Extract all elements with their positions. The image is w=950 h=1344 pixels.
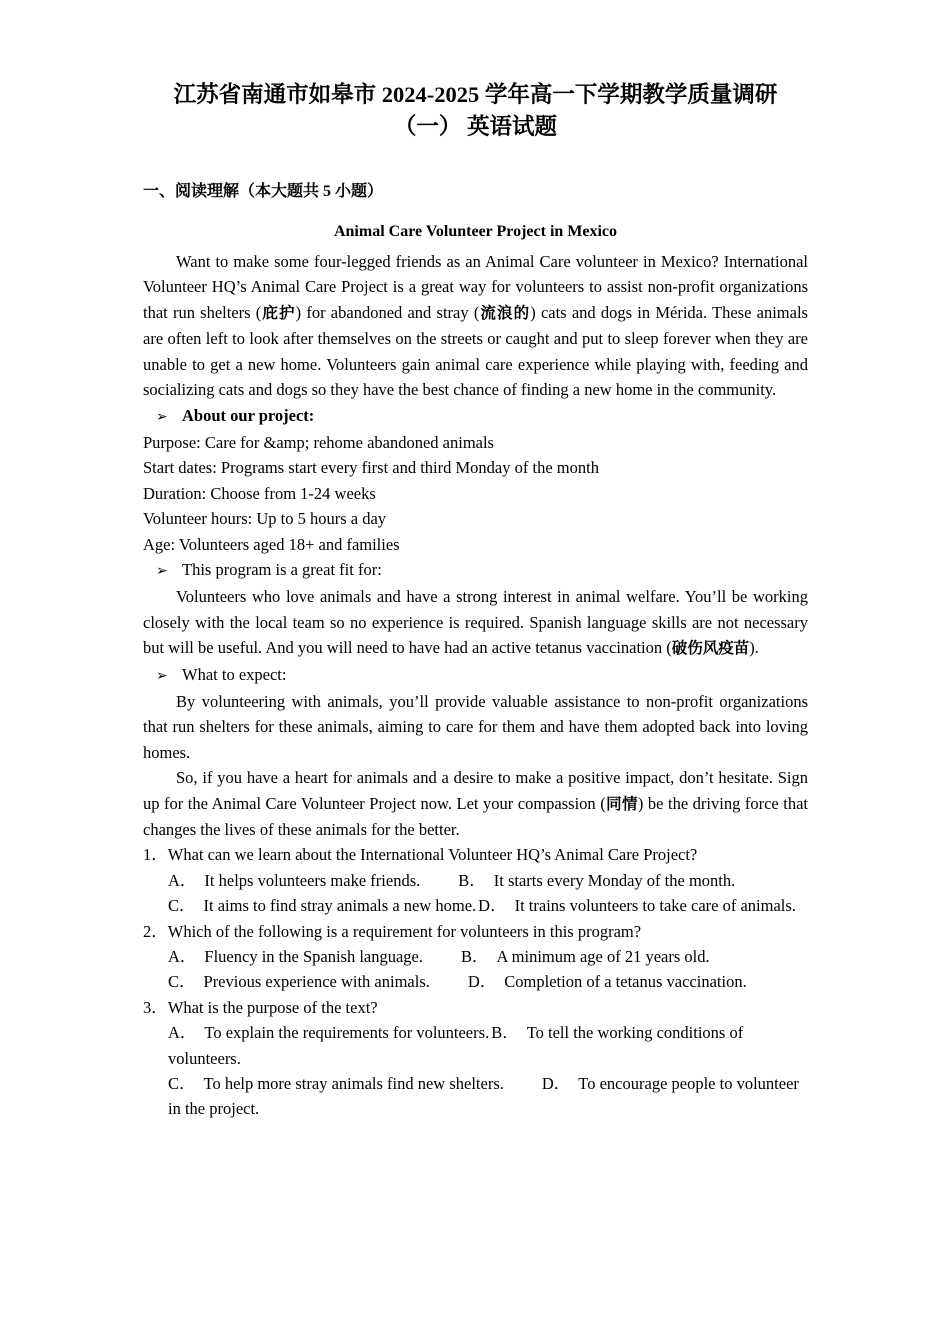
question-text: What is the purpose of the text?: [167, 997, 378, 1017]
question-3: [143, 995, 808, 1122]
question-number: 2．: [143, 921, 168, 941]
passage-paragraph-2: [143, 584, 808, 661]
paragraph-text: ) be the driving force that changes the lives of these animals for the better.: [143, 793, 808, 839]
question-2: [143, 919, 808, 995]
option-key: B．: [461, 947, 489, 967]
option-key: C．: [168, 1074, 196, 1094]
chinese-gloss-compassion: 同情: [605, 794, 638, 813]
bullet-label: About our project:: [182, 405, 315, 425]
question-2-options-row-1: [143, 944, 808, 969]
bullet-label: This program is a great fit for:: [182, 559, 382, 579]
option-text: It helps volunteers make friends.: [204, 870, 421, 890]
question-1-options-row-2: [143, 893, 808, 918]
paragraph-text: Want to make some four-legged friends as an Animal Care volunteer in Mexico? International Volunteer HQ’s Animal Care Project is a great way for volunteers to assist non-profit organizations that run shelters (: [143, 252, 808, 322]
info-volunteer-hours: Volunteer hours: Up to 5 hours a day: [143, 509, 387, 529]
passage-paragraph-3: By volunteering with animals, you’ll provide valuable assistance to non-profit organizations that run shelters for these animals, aiming to care for them and have them adopted back into loving homes.: [143, 691, 808, 762]
question-text: Which of the following is a requirement for volunteers in this program?: [167, 921, 642, 941]
paragraph-text: Volunteers who love animals and have a strong interest in animal welfare. You’ll be working closely with the local team so no experience is required. Spanish language skills are not necessary but will be useful. And you will need to have had an active tetanus vaccination (: [143, 587, 808, 658]
bullet-great-fit-for: [143, 557, 808, 584]
question-stem: [143, 919, 808, 944]
option-text: It starts every Monday of the month.: [493, 870, 736, 890]
option-key: C．: [168, 896, 196, 916]
info-duration: Duration: Choose from 1-24 weeks: [143, 483, 376, 503]
option-2c[interactable]: [168, 972, 430, 991]
question-3-options-row-2: [143, 1071, 808, 1122]
option-key: B．: [491, 1023, 519, 1043]
paragraph-text: ) for abandoned and stray (: [295, 302, 480, 322]
option-text: To tell the working conditions of volunteers.: [168, 1023, 744, 1068]
option-text: Fluency in the Spanish language.: [204, 947, 424, 967]
chinese-gloss-shelters: 庇护: [261, 303, 296, 322]
document-content: [143, 0, 808, 1122]
question-stem: [143, 842, 808, 867]
option-1c[interactable]: [168, 896, 476, 915]
option-2b[interactable]: [461, 947, 710, 966]
chinese-gloss-tetanus: 破伤风疫苗: [671, 639, 750, 658]
option-key: A．: [168, 1023, 197, 1043]
option-text: It aims to find stray animals a new home.: [203, 896, 477, 916]
question-1-options-row-1: [143, 868, 808, 893]
chinese-gloss-stray: 流浪的: [479, 303, 531, 322]
info-start-dates: Start dates: Programs start every first and third Monday of the month: [143, 458, 599, 478]
option-2a[interactable]: [168, 947, 423, 966]
question-2-options-row-2: [143, 969, 808, 994]
question-number: 1．: [143, 845, 168, 865]
option-key: D．: [541, 1074, 571, 1094]
paragraph-text: ) cats and dogs in Mérida. These animals are often left to look after themselves on the streets or caught and put to sleep forever when they are unable to get a new home. Volunteers gain animal care experience while playing with, feeding and socializing cats and dogs so they have the best chance of finding a new home in the community.: [143, 302, 808, 400]
option-text: Previous experience with animals.: [203, 972, 430, 992]
option-key: A．: [168, 947, 197, 967]
option-key: C．: [168, 972, 196, 992]
option-text: To encourage people to volunteer in the project.: [168, 1074, 799, 1119]
question-1: [143, 842, 808, 918]
option-text: It trains volunteers to take care of animals.: [514, 896, 796, 916]
question-stem: [143, 995, 808, 1020]
info-age: Age: Volunteers aged 18+ and families: [143, 534, 400, 554]
option-3c[interactable]: [168, 1074, 504, 1093]
arrowhead-bullet-icon: ➢: [156, 562, 168, 579]
option-1b[interactable]: [458, 871, 735, 890]
info-purpose: Purpose: Care for &amp; rehome abandoned animals: [143, 432, 494, 452]
option-key: D．: [478, 896, 507, 916]
page-title: 江苏省南通市如皋市 2024-2025 学年高一下学期教学质量调研（一） 英语试题: [173, 82, 778, 139]
paragraph-text: So, if you have a heart for animals and a desire to make a positive impact, don’t hesitate. Sign up for the Animal Care Volunteer Project now. Let your compassion (: [143, 768, 808, 813]
passage-title: Animal Care Volunteer Project in Mexico: [333, 223, 618, 241]
option-3a[interactable]: [168, 1023, 489, 1042]
option-1d[interactable]: [478, 896, 796, 915]
option-text: To help more stray animals find new shelters.: [203, 1074, 504, 1094]
passage-paragraph-4: [143, 765, 808, 842]
option-1a[interactable]: [168, 871, 420, 890]
bullet-what-to-expect: [143, 662, 808, 689]
arrowhead-bullet-icon: ➢: [156, 408, 168, 425]
option-key: D．: [467, 972, 497, 992]
option-key: B．: [458, 870, 486, 890]
option-text: A minimum age of 21 years old.: [496, 947, 710, 967]
bullet-about-our-project: [143, 403, 808, 430]
question-text: What can we learn about the International Volunteer HQ’s Animal Care Project?: [167, 845, 698, 865]
section-heading: 一、阅读理解（本大题共 5 小题）: [143, 182, 384, 200]
option-text: To explain the requirements for volunteers.: [204, 1023, 490, 1043]
passage-paragraph-1: [143, 244, 808, 402]
bullet-label: What to expect:: [182, 664, 287, 684]
paragraph-text: ).: [749, 638, 759, 658]
option-2d[interactable]: [468, 972, 747, 991]
arrowhead-bullet-icon: ➢: [156, 667, 168, 684]
option-key: A．: [168, 870, 197, 890]
question-number: 3．: [143, 997, 168, 1017]
option-text: Completion of a tetanus vaccination.: [504, 972, 747, 992]
question-3-options-row-1: [143, 1020, 808, 1071]
